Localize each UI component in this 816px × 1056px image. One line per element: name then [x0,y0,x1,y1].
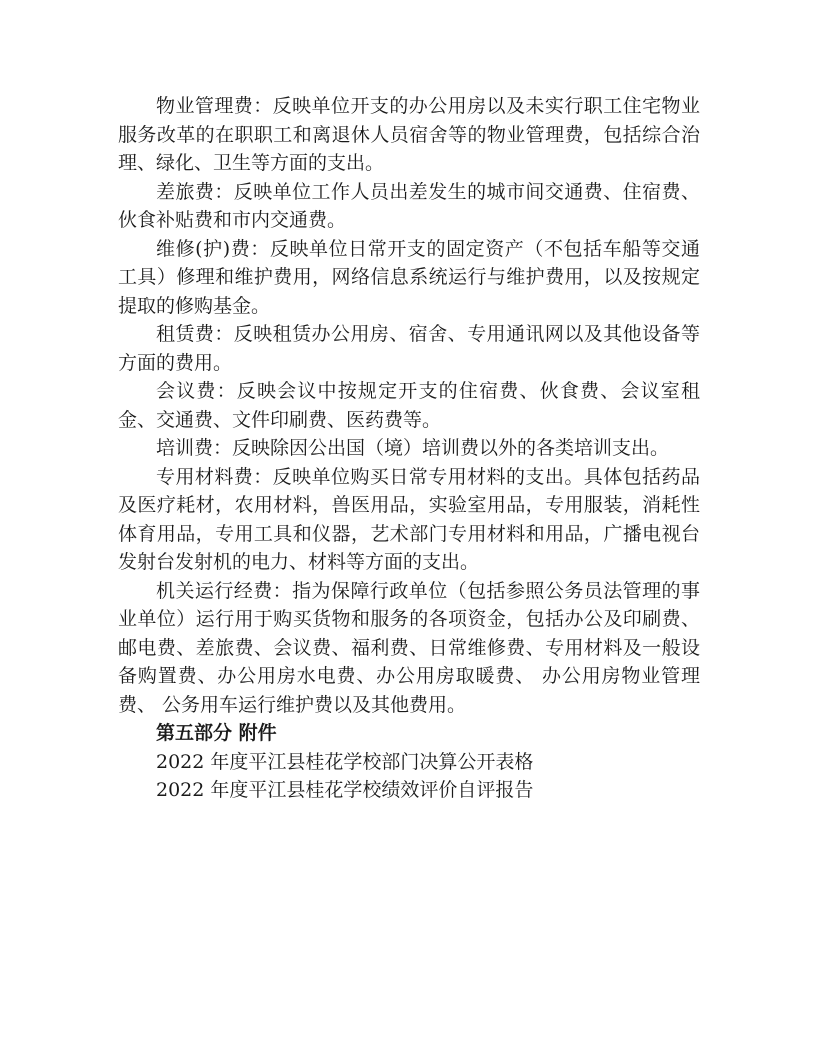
paragraph-meeting-fee: 会议费：反映会议中按规定开支的住宿费、伙食费、会议室租金、交通费、文件印刷费、医药费等。 [118,380,700,431]
paragraph-special-materials-fee: 专用材料费：反映单位购买日常专用材料的支出。具体包括药品及医疗耗材，农用材料，兽医用品，实验室用品，专用服装，消耗性体育用品，专用工具和仪器，艺术部门专用材料和用品，广播电视台发射台发射机的电力、材料等方面的支出。 [118,465,700,573]
paragraph-rental-fee: 租赁费：反映租赁办公用房、宿舍、专用通讯网以及其他设备等方面的费用。 [118,323,700,374]
paragraph-property-management-fee: 物业管理费：反映单位开支的办公用房以及未实行职工住宅物业服务改革的在职职工和离退休人员宿舍等的物业管理费，包括综合治理、绿化、卫生等方面的支出。 [118,95,700,174]
paragraph-travel-expense: 差旅费：反映单位工作人员出差发生的城市间交通费、住宿费、伙食补贴费和市内交通费。 [118,180,700,231]
attachment-item-tables: 2022 年度平江县桂花学校部门决算公开表格 [156,750,534,773]
paragraph-training-fee: 培训费：反映除因公出国（境）培训费以外的各类培训支出。 [156,437,670,459]
section-title-attachments: 第五部分 附件 [156,722,277,744]
paragraph-operating-expenses: 机关运行经费：指为保障行政单位（包括参照公务员法管理的事业单位）运行用于购买货物和服务的各项资金，包括办公及印刷费、邮电费、差旅费、会议费、福利费、日常维修费、专用材料及一般设备购置费、办公用房水电费、办公用房取暖费、 办公用房物业管理费、 公务用车运行维护费以及其他费用。 [118,579,700,716]
document-page [118,92,700,805]
attachment-item-report: 2022 年度平江县桂花学校绩效评价自评报告 [156,779,534,801]
paragraph-maintenance-fee: 维修(护)费：反映单位日常开支的固定资产（不包括车船等交通工具）修理和维护费用，网络信息系统运行与维护费用，以及按规定提取的修购基金。 [118,237,700,317]
